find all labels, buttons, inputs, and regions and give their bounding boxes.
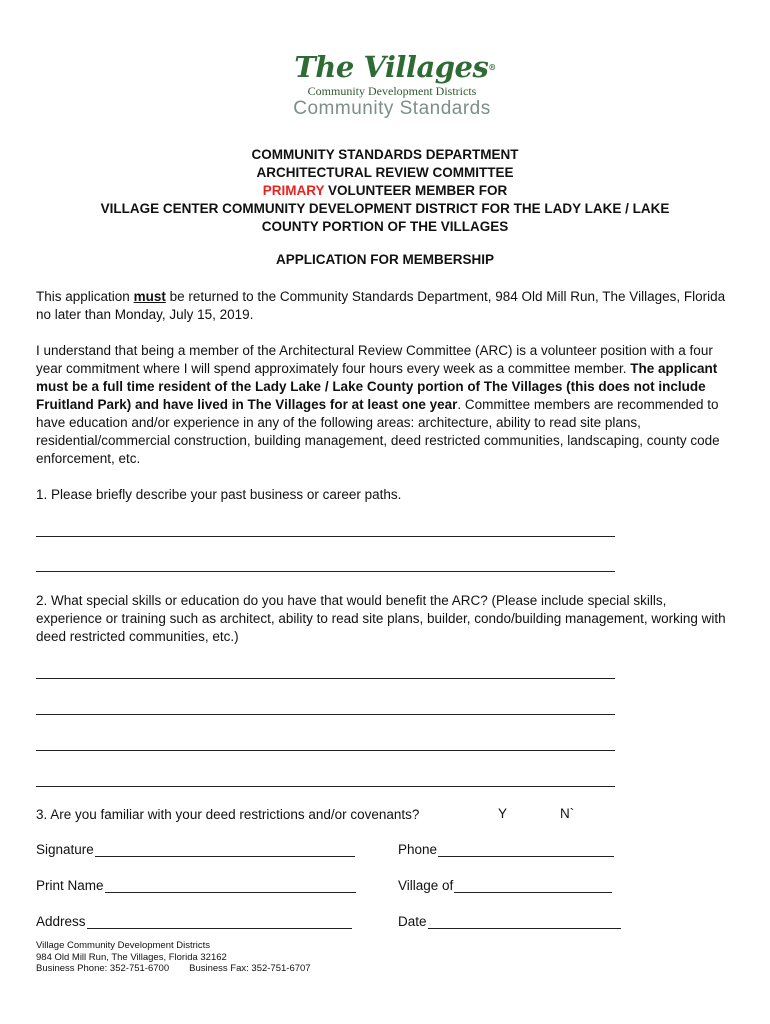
requirements-paragraph: I understand that being a member of the Architectural Review Committee (ARC) is a volunteer position with a four year commitment where I will spend approximately four hours every week as a committee member. The applicant must be a full time resident of the Lady Lake / Lake County portion of The Villages (this does not include Fruitland Park) and have lived in The Villages for at least one year. Committee members are recommended to have education and/or experience in any of the following areas: architecture, ability to read site plans, residential/commercial construction, building management, deed restricted communities, landscaping, county code enforcement, etc. [36,343,720,466]
signature-field[interactable] [36,842,355,857]
no-option[interactable]: N` [560,806,575,821]
heading-department: COMMUNITY STANDARDS DEPARTMENT [251,147,519,162]
heading-committee: ARCHITECTURAL REVIEW COMMITTEE [256,165,514,180]
registered-mark: ® [488,62,496,72]
signature-label: Signature [36,842,94,857]
footer-org: Village Community Development Districts [36,940,211,951]
application-title: APPLICATION FOR MEMBERSHIP [275,252,494,267]
logo-department: Community Standards [293,98,491,119]
answer-line[interactable] [36,678,615,679]
print-name-label: Print Name [36,878,104,893]
answer-line[interactable] [36,786,615,787]
logo-subtitle: Community Development Districts [307,84,477,98]
phone-field[interactable] [398,842,614,857]
intro-paragraph: This application must be returned to the Community Standards Department, 984 Old Mill Run, The Villages, Florida no later than Monday, July 15, 2019. [36,289,726,322]
footer-contacts [36,963,311,975]
yes-option[interactable]: Y [498,806,508,821]
heading-member-type: PRIMARY VOLUNTEER MEMBER FOR [262,183,508,198]
question-2: 2. What special skills or education do you have that would benefit the ARC? (Please include special skills, experience or training such as architect, ability to read site plans, builder, condo/building management, working with deed restricted communities, etc.) [36,593,726,644]
phone-label: Phone [398,842,438,857]
print-name-field[interactable] [36,878,356,893]
date-label: Date [398,914,427,929]
address-line[interactable] [87,914,352,929]
footer-address: 984 Old Mill Run, The Villages, Florida 32162 [36,951,227,963]
question-3: 3. Are you familiar with your deed restrictions and/or covenants? [36,807,420,822]
villages-logo [0,50,770,120]
question-1: 1. Please briefly describe your past business or career paths. [36,487,402,502]
answer-line[interactable] [36,714,615,715]
date-line[interactable] [428,914,621,929]
footer-phone: Business Phone: 352-751-6700 [36,963,170,974]
primary-label: PRIMARY [262,183,325,198]
village-line[interactable] [454,878,612,893]
phone-line[interactable] [438,842,614,857]
heading-district: VILLAGE CENTER COMMUNITY DEVELOPMENT DISTRICT FOR THE LADY LAKE / LAKE [100,201,670,216]
village-field[interactable] [398,878,612,893]
heading-portion: COUNTY PORTION OF THE VILLAGES [261,219,509,234]
document-heading [0,146,770,236]
answer-line[interactable] [36,571,615,572]
signature-line[interactable] [95,842,355,857]
logo-wordmark: The Villages® [294,50,496,84]
answer-line[interactable] [36,536,615,537]
address-field[interactable] [36,914,352,929]
village-label: Village of [398,878,454,893]
date-field[interactable] [398,914,621,929]
print-name-line[interactable] [105,878,356,893]
footer [36,940,311,975]
address-label: Address [36,914,86,929]
footer-fax: Business Fax: 352-751-6707 [189,963,311,974]
residency-requirement: The applicant must be a full time resident of the Lady Lake / Lake County portion of The Villages (this does not include Fruitland Park) and have lived in The Villages for at least one year [36,361,718,412]
answer-line[interactable] [36,750,615,751]
must-emphasis: must [133,289,166,304]
